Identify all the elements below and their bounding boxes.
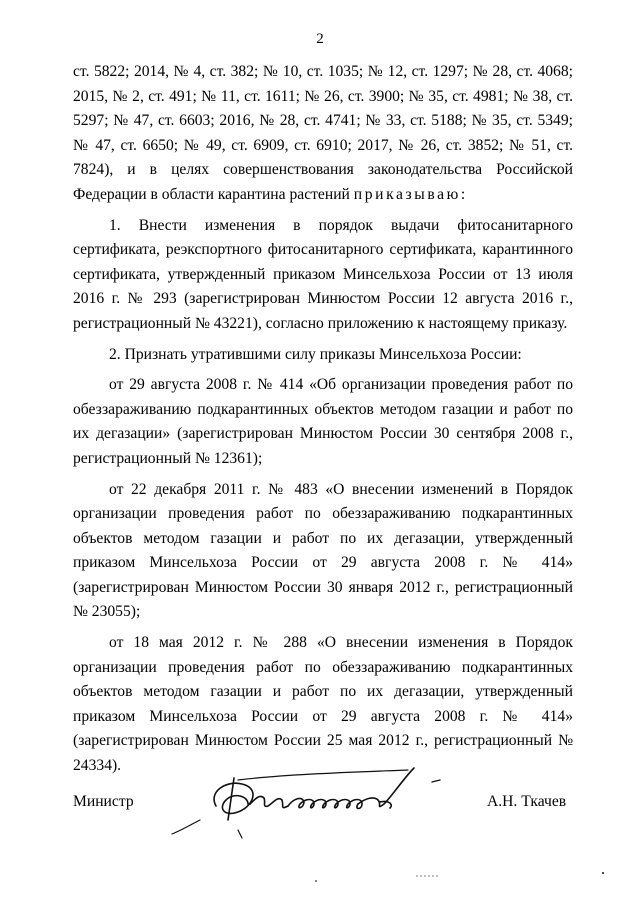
signatory-title: Министр — [73, 793, 134, 810]
document-body — [73, 60, 573, 779]
repealed-order-2008: от 29 августа 2008 г. № 414 «Об организации проведения работ по обеззараживанию подкарантинных объектов методом газации и работ по их дегазации» (зарегистрирован Минюстом России 30 сентября 2008 г., регистрационный № 12361); — [73, 376, 573, 467]
item-2-paragraph: 2. Признать утратившими силу приказы Минсельхоза России: — [109, 345, 522, 363]
signatory-name: А.Н. Ткачев — [487, 793, 567, 810]
handwritten-signature — [168, 758, 478, 848]
page-number: 2 — [316, 31, 324, 47]
repealed-order-2012: от 18 мая 2012 г. № 288 «О внесении изменения в Порядок организации проведения работ по обеззараживанию подкарантинных объектов методом газации и работ по их дегазации, утвержденный приказом Минсельхоза России от 29 августа 2008 г. № 414» (зарегистрирован Минюстом России 25 мая 2012 г., регистрационный № 24334). — [73, 634, 573, 775]
item-1-paragraph: 1. Внести изменения в порядок выдачи фитосанитарного сертификата, реэкспортного фитосанитарного сертификата, карантинного сертификата, утвержденный приказом Минсельхоза России от 13 июля 2016 г. № 293 (зарегистрирован Минюстом России 12 августа 2016 г., регистрационный № 43221), согласно приложению к настоящему приказу. — [73, 216, 573, 332]
paragraph-text: ст. 5822; 2014, № 4, ст. 382; № 10, ст. 1035; № 12, ст. 1297; № 28, ст. 4068; 2015, № 2, ст. 491; № 11, ст. 1611; № 26, ст. 3900; № 35, ст. 4981; № 38, ст. 5297; № 47, ст. 6603; 2016, № 28, ст. 4741; № 33, ст. 5188; № 35, ст. 5349; № 47, ст. 6650; № 49, ст. 6909, ст. 6910; 2017, № 26, ст. 3852; № 51, ст. 7824), и в целях совершенствования законодательства Российской Федерации в области карантина растений — [73, 63, 573, 203]
order-keyword: приказываю: — [353, 185, 468, 203]
repealed-order-2011: от 22 декабря 2011 г. № 483 «О внесении изменений в Порядок организации проведения работ по обеззараживанию подкарантинных объектов методом газации и работ по их дегазации, утвержденный приказом Минсельхоза России от 29 августа 2008 г. № 414» (зарегистрирован Минюстом России 30 января 2012 г., регистрационный № 23055); — [73, 480, 573, 621]
paragraph-continuation — [73, 60, 573, 208]
